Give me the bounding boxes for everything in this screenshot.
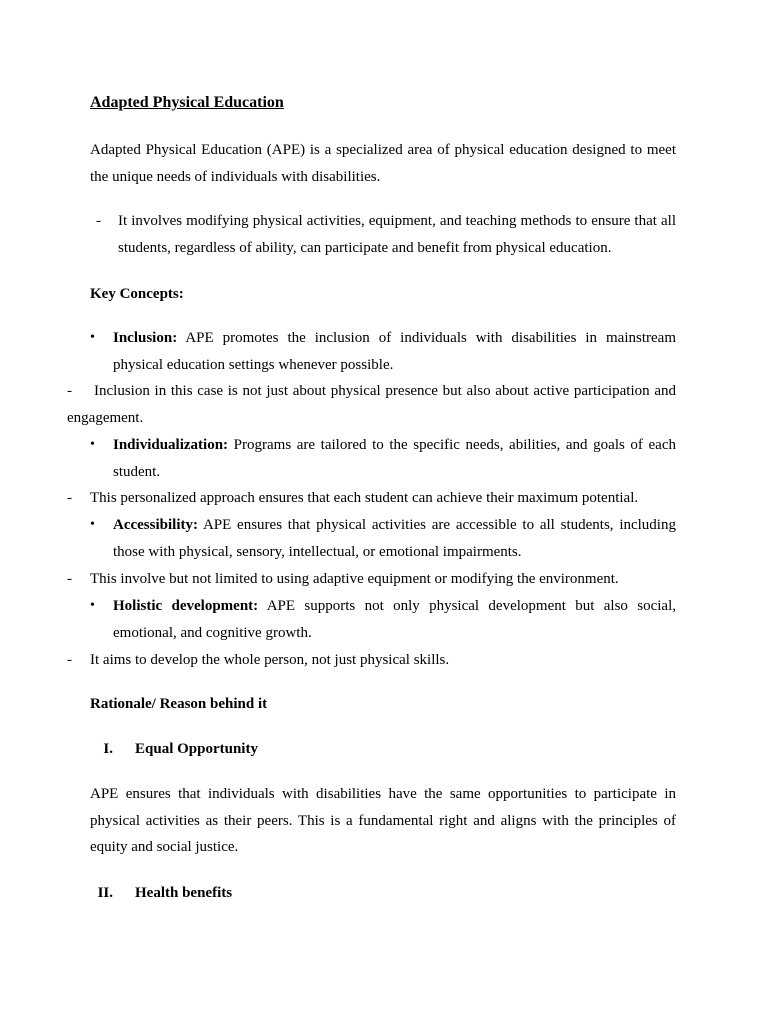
section-heading-health-benefits: [90, 883, 233, 903]
concept-text: APE promotes the inclusion of individuals with disabilities in mainstream physical education settings whenever possible.: [113, 330, 676, 373]
concept-text: APE ensures that physical activities are accessible to all students, including those with physical, sensory, intellectual, or emotional impairments.: [113, 517, 676, 560]
bullet-marker: •: [90, 437, 95, 452]
concept-dash-text: This personalized approach ensures that each student can achieve their maximum potential.: [90, 490, 639, 506]
concept-dash-text: It aims to develop the whole person, not just physical skills.: [90, 652, 450, 668]
concept-dash-text: This involve but not limited to using adaptive equipment or modifying the environment.: [90, 571, 619, 587]
intro-dash-text: It involves modifying physical activities, equipment, and teaching methods to ensure that all students, regardless of ability, can participate and benefit from physical education.: [118, 213, 676, 256]
dash-marker: -: [67, 490, 72, 506]
concept-dash-text: Inclusion in this case is not just about physical presence but also about active participation and engagement.: [67, 383, 676, 426]
document-title: Adapted Physical Education: [90, 94, 284, 111]
intro-dash-item: [90, 208, 676, 261]
section-number: I.: [103, 741, 113, 757]
equal-opportunity-paragraph: APE ensures that individuals with disabilities have the same opportunities to participate in physical activities as their peers. This is a fundamental right and aligns with the principles of equity and social justice.: [90, 786, 676, 856]
dash-marker: -: [96, 213, 101, 229]
concept-term: Holistic development:: [113, 598, 259, 614]
key-concepts-heading: Key Concepts:: [90, 286, 184, 302]
dash-marker: -: [67, 383, 72, 399]
concept-term: Inclusion:: [113, 330, 178, 346]
concept-term: Accessibility:: [113, 517, 198, 533]
concept-bullet-inclusion: [90, 325, 676, 378]
dash-marker: -: [67, 652, 72, 668]
concept-dash-holistic: [67, 647, 676, 674]
section-number: II.: [97, 885, 113, 901]
concept-term: Individualization:: [113, 437, 229, 453]
concept-dash-accessibility: [67, 566, 676, 593]
concept-bullet-holistic: [90, 593, 676, 646]
section-label: Equal Opportunity: [135, 741, 258, 757]
concept-bullet-accessibility: [90, 512, 676, 565]
section-heading-equal-opportunity: [90, 739, 258, 759]
concept-bullet-individualization: [90, 432, 676, 485]
intro-paragraph: Adapted Physical Education (APE) is a specialized area of physical education designed to meet the unique needs of individuals with disabilities.: [90, 142, 676, 185]
concept-text: APE supports not only physical development but also social, emotional, and cognitive growth.: [113, 598, 676, 641]
section-label: Health benefits: [135, 885, 233, 901]
dash-marker: -: [67, 571, 72, 587]
concept-dash-individualization: [67, 485, 676, 512]
concept-dash-inclusion: [67, 378, 676, 431]
bullet-marker: •: [90, 517, 95, 532]
bullet-marker: •: [90, 598, 95, 613]
bullet-marker: •: [90, 330, 95, 345]
concept-text: Programs are tailored to the specific needs, abilities, and goals of each student.: [113, 437, 676, 480]
rationale-heading: Rationale/ Reason behind it: [90, 696, 268, 712]
